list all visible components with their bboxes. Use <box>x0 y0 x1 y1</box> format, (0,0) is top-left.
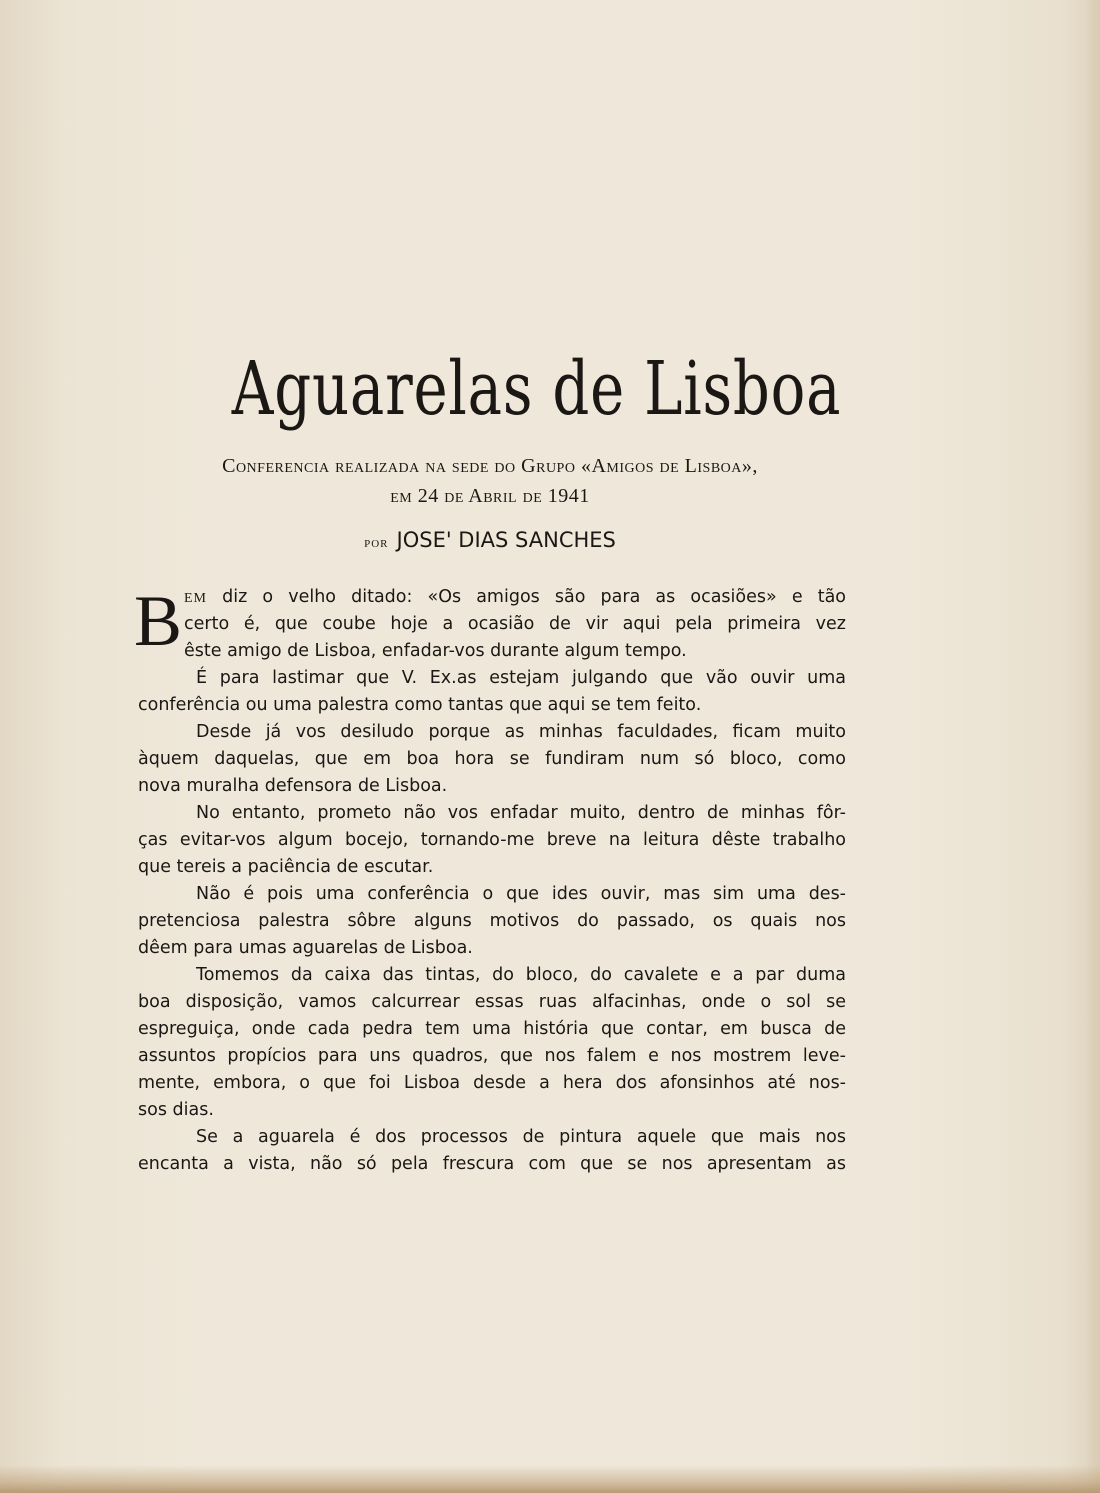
body-line: espreguiça, onde cada pedra tem uma história que contar, em busca de <box>138 1019 846 1039</box>
paragraph-2 <box>138 665 846 719</box>
body-line: Não é pois uma conferência o que ides ouvir, mas sim uma des- <box>196 884 846 904</box>
paragraph-3 <box>138 719 846 800</box>
body-line: êste amigo de Lisboa, enfadar-vos durante algum tempo. <box>184 641 687 661</box>
paragraph-4 <box>138 800 846 881</box>
body-line: conferência ou uma palestra como tantas que aqui se tem feito. <box>138 695 702 715</box>
drop-cap: B <box>134 581 183 661</box>
paragraph-1 <box>134 581 846 665</box>
body-line: boa disposição, vamos calcurrear essas ruas alfacinhas, onde o sol se <box>138 992 846 1012</box>
body-line: ças evitar-vos algum bocejo, tornando-me breve na leitura dêste trabalho <box>138 830 846 850</box>
paragraph-5 <box>138 881 846 962</box>
author-line <box>130 525 850 558</box>
first-word-rest: EM <box>184 591 207 606</box>
body-line: dêem para umas aguarelas de Lisboa. <box>138 938 473 958</box>
subtitle-line-1 <box>130 450 850 481</box>
body-line: Se a aguarela é dos processos de pintura aquele que mais nos <box>196 1127 846 1147</box>
body-line: certo é, que coube hoje a ocasião de vir aqui pela primeira vez <box>184 614 846 634</box>
article-body <box>134 581 846 1178</box>
subtitle-text-2: em 24 de Abril de 1941 <box>390 485 590 507</box>
subtitle-text-1: Conferencia realizada na sede do Grupo «Amigos de Lisboa», <box>222 455 758 477</box>
paragraph-7 <box>138 1124 846 1178</box>
body-line: sos dias. <box>138 1100 214 1120</box>
body-line: Tomemos da caixa das tintas, do bloco, do cavalete e a par duma <box>196 965 846 985</box>
body-line: que tereis a paciência de escutar. <box>138 857 434 877</box>
author-prefix: por <box>364 534 389 551</box>
paragraph-6 <box>138 962 846 1124</box>
body-line: encanta a vista, não só pela frescura com que se nos apresentam as <box>138 1154 846 1174</box>
page-bottom-edge <box>0 1465 1100 1493</box>
body-line: assuntos propícios para uns quadros, que nos falem e nos mostrem leve- <box>138 1046 846 1066</box>
body-line: nova muralha defensora de Lisboa. <box>138 776 448 796</box>
subtitle-line-2 <box>130 480 850 511</box>
body-line: mente, embora, o que foi Lisboa desde a hera dos afonsinhos até nos- <box>138 1073 846 1093</box>
body-line: pretenciosa palestra sôbre alguns motivos do passado, os quais nos <box>138 911 846 931</box>
body-line <box>184 584 846 611</box>
line-text: diz o velho ditado: «Os amigos são para as ocasiões» e tão <box>222 587 846 607</box>
body-line: É para lastimar que V. Ex.as estejam julgando que vão ouvir uma <box>196 668 846 688</box>
author-name: JOSE' DIAS SANCHES <box>396 528 616 552</box>
body-line: àquem daquelas, que em boa hora se fundiram num só bloco, como <box>138 749 846 769</box>
body-line: No entanto, prometo não vos enfadar muito, dentro de minhas fôr- <box>196 803 846 823</box>
body-line: Desde já vos desiludo porque as minhas faculdades, ficam muito <box>196 722 846 742</box>
page-edge-shadow <box>1086 0 1100 1493</box>
page-title: Aguarelas de Lisboa <box>231 346 842 432</box>
